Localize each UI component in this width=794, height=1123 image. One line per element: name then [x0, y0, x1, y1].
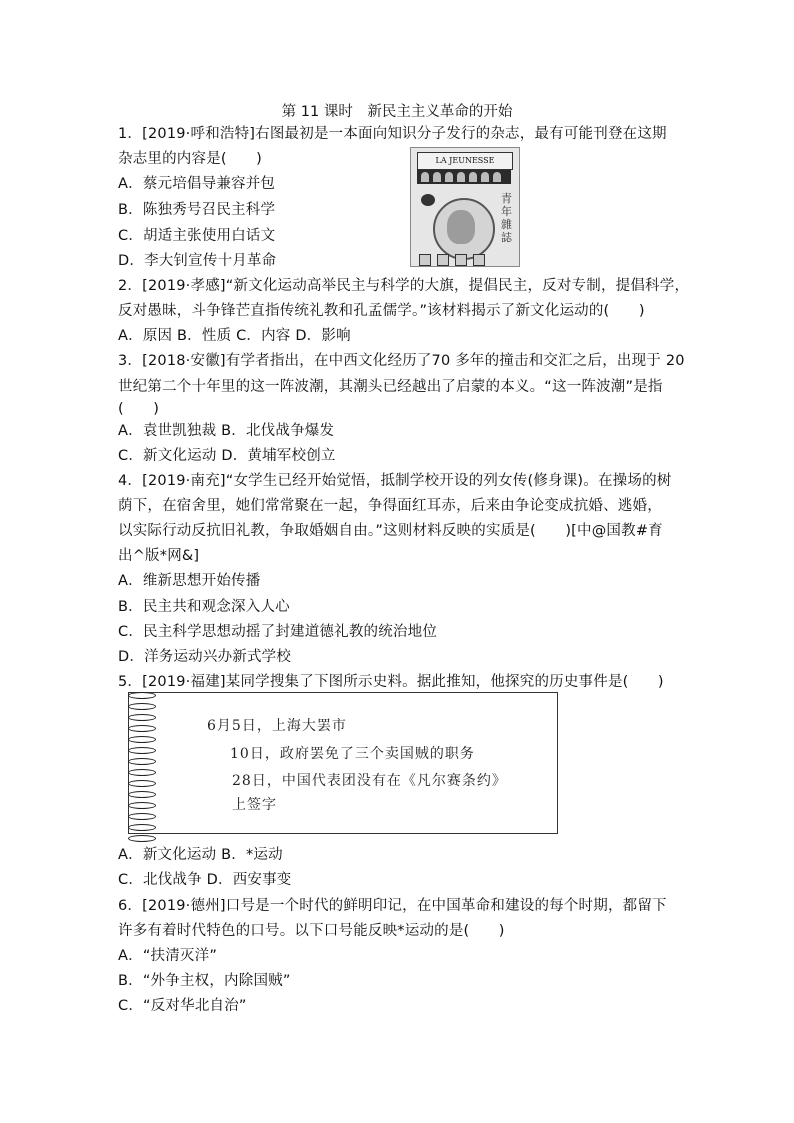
notebook-line-3: 28日，中国代表团没有在《凡尔赛条约》 [232, 773, 507, 789]
q2-options: A．原因 B．性质 C．内容 D．影响 [118, 328, 351, 344]
q1-option-a: A．蔡元培倡导兼容并包 [118, 176, 276, 192]
q4-option-b: B．民主共和观念深入人心 [118, 599, 290, 615]
q6-line1: 6．[2019·德州]口号是一个时代的鲜明印记，在中国革命和建设的每个时期，都留下 [118, 898, 667, 914]
q5-options-cd: C．北伐战争 D．西安事变 [118, 872, 292, 888]
q3-options-ab: A．袁世凯独裁 B．北伐战争爆发 [118, 423, 335, 439]
q4-option-a: A．维新思想开始传播 [118, 573, 261, 589]
q1-line2: 杂志里的内容是( ) [118, 151, 263, 167]
cover-flower-emblem [421, 194, 435, 206]
notebook-line-4: 上签字 [232, 797, 277, 813]
q4-line4: 出^版*网&] [118, 548, 200, 564]
q3-line2: 世纪第二个十年里的这一阵波潮，其潮头已经越出了启蒙的本义。“这一阵波潮”是指 [118, 379, 663, 395]
q4-option-d: D．洋务运动兴办新式学校 [118, 649, 292, 665]
q1-option-c: C．胡适主张使用白话文 [118, 228, 276, 244]
q3-line3: ( ) [118, 401, 160, 417]
q3-options-cd: C．新文化运动 D．黄埔军校创立 [118, 448, 336, 464]
q5-line1: 5．[2019·福建]某同学搜集了下图所示史料。据此推知，他探究的历史事件是( ) [118, 674, 664, 690]
q5-options-ab: A．新文化运动 B．*运动 [118, 847, 283, 863]
q6-option-c: C．“反对华北自治” [118, 998, 247, 1014]
cover-portrait-band [417, 170, 511, 184]
notebook-line-1: 6月5日，上海大罢市 [207, 718, 347, 734]
q6-option-a: A．“扶清灭洋” [118, 948, 218, 964]
cover-footer-ornament [419, 251, 511, 263]
notebook-line-2: 10日，政府罢免了三个卖国贼的职务 [230, 746, 475, 762]
q6-line2: 许多有着时代特色的口号。以下口号能反映*运动的是( ) [118, 923, 505, 939]
q6-option-b: B．“外争主权，内除国贼” [118, 973, 291, 989]
magazine-cover-image [410, 147, 520, 267]
q4-line1: 4．[2019·南充]“女学生已经开始觉悟，抵制学校开设的列女传(修身课)。在操场的树 [118, 473, 672, 489]
q2-line2: 反对愚昧，斗争锋芒直指传统礼教和孔孟儒学。”该材料揭示了新文化运动的( ) [118, 303, 645, 319]
q1-option-d: D．李大钊宣传十月革命 [118, 253, 277, 269]
q1-option-b: B．陈独秀号召民主科学 [118, 202, 276, 218]
cover-portrait [447, 210, 475, 244]
q4-line3: 以实际行动反抗旧礼教，争取婚姻自由。”这则材料反映的实质是( )[中@国教#育 [118, 523, 663, 539]
page-title: 第 11 课时 新民主主义革命的开始 [281, 104, 513, 120]
q2-line1: 2．[2019·孝感]“新文化运动高举民主与科学的大旗，提倡民主，反对专制，提倡科学， [118, 278, 690, 294]
q4-option-c: C．民主科学思想动摇了封建道德礼教的统治地位 [118, 624, 438, 640]
notebook-figure [128, 692, 558, 834]
q4-line2: 荫下，在宿舍里，她们常常聚在一起，争得面红耳赤，后来由争论变成抗婚、逃婚， [118, 498, 662, 514]
notebook-spiral-rings [128, 692, 158, 832]
cover-vertical-title: 青年雜誌 [501, 192, 512, 244]
cover-masthead: LA JEUNESSE [417, 152, 513, 170]
q1-line1: 1．[2019·呼和浩特]右图最初是一本面向知识分子发行的杂志，最有可能刊登在这期 [118, 126, 667, 142]
q3-line1: 3．[2018·安徽]有学者指出，在中西文化经历了70 多年的撞击和交汇之后，出现于 20 [118, 353, 685, 369]
